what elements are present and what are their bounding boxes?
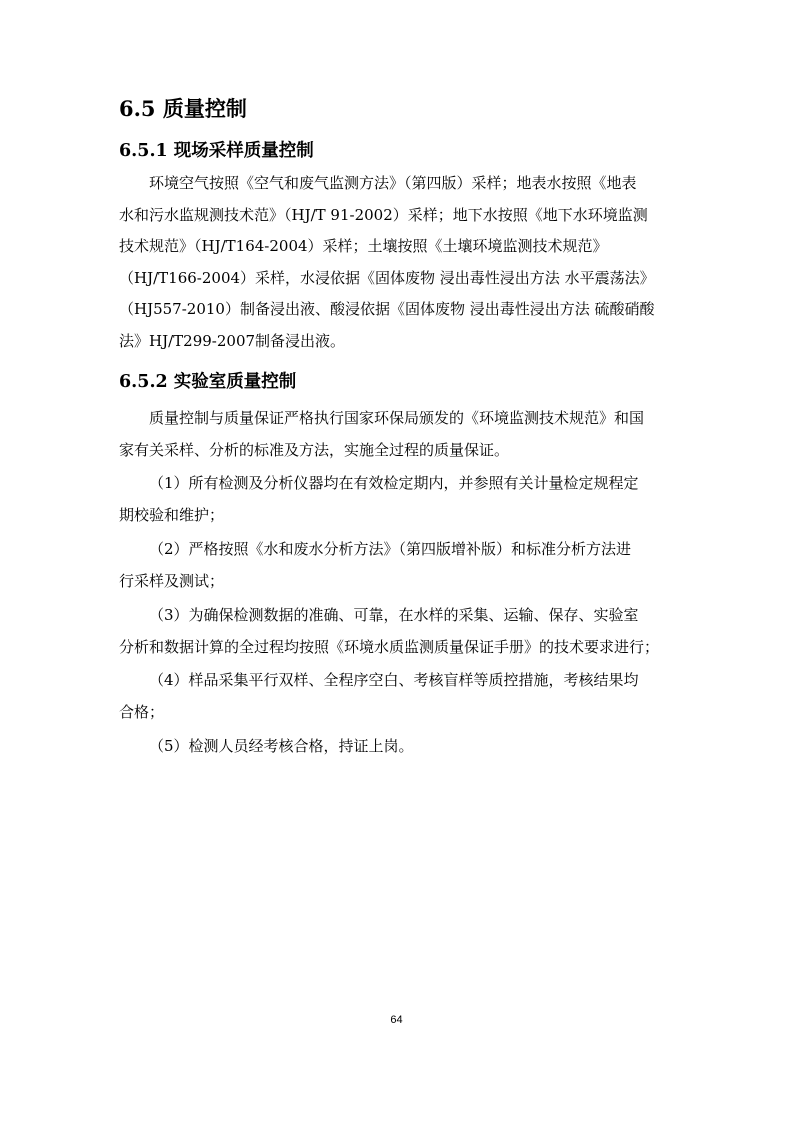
list-item-5 (119, 731, 679, 763)
paragraph-lab-intro (119, 403, 679, 466)
text-line: 家有关采样、分析的标准及方法，实施全过程的质量保证。 (119, 440, 510, 459)
text-line: （HJ/T166-2004）采样，水浸依据《固体废物 浸出毒性浸出方法 水平震荡法》 (119, 268, 655, 287)
text-line: （5）检测人员经考核合格，持证上岗。 (149, 737, 414, 755)
list-item-2 (119, 534, 679, 597)
text-line: 分析和数据计算的全过程均按照《环境水质监测质量保证手册》的技术要求进行； (119, 637, 660, 656)
subsection-heading-field-sampling: 6.5.1 现场采样质量控制 (119, 141, 314, 161)
list-item-1 (119, 468, 679, 531)
list-item-3 (119, 600, 679, 663)
text-line: 期校验和维护； (119, 505, 225, 524)
text-line: 技术规范》（HJ/T164-2004）采样；土壤按照《土壤环境监测技术规范》 (119, 237, 608, 255)
text-line: 法》HJ/T299-2007制备浸出液。 (119, 331, 346, 350)
text-line: （HJ557-2010）制备浸出液、酸浸依据《固体废物 浸出毒性浸出方法 硫酸硝酸 (119, 300, 655, 318)
text-line: （1）所有检测及分析仪器均在有效检定期内，并参照有关计量检定规程定 (149, 474, 639, 492)
list-item-4 (119, 665, 679, 728)
text-line: （4）样品采集平行双样、全程序空白、考核盲样等质控措施，考核结果均 (149, 671, 639, 689)
text-line: 行采样及测试； (119, 571, 225, 590)
text-line: （2）严格按照《水和废水分析方法》（第四版增补版）和标准分析方法进 (149, 540, 632, 558)
section-heading: 6.5 质量控制 (119, 96, 247, 121)
page-number: 64 (390, 1014, 403, 1026)
subsection-heading-lab-control: 6.5.2 实验室质量控制 (119, 372, 297, 392)
text-line: （3）为确保检测数据的准确、可靠，在水样的采集、运输、保存、实验室 (149, 606, 639, 624)
text-line: 环境空气按照《空气和废气监测方法》（第四版）采样；地表水按照《地表 (149, 174, 637, 192)
text-line: 水和污水监规测技术范》（HJ/T 91-2002）采样；地下水按照《地下水环境监测 (119, 205, 648, 224)
text-line: 合格； (119, 702, 165, 721)
paragraph-field-sampling (119, 168, 679, 357)
text-line: 质量控制与质量保证严格执行国家环保局颁发的《环境监测技术规范》和国 (149, 409, 645, 427)
